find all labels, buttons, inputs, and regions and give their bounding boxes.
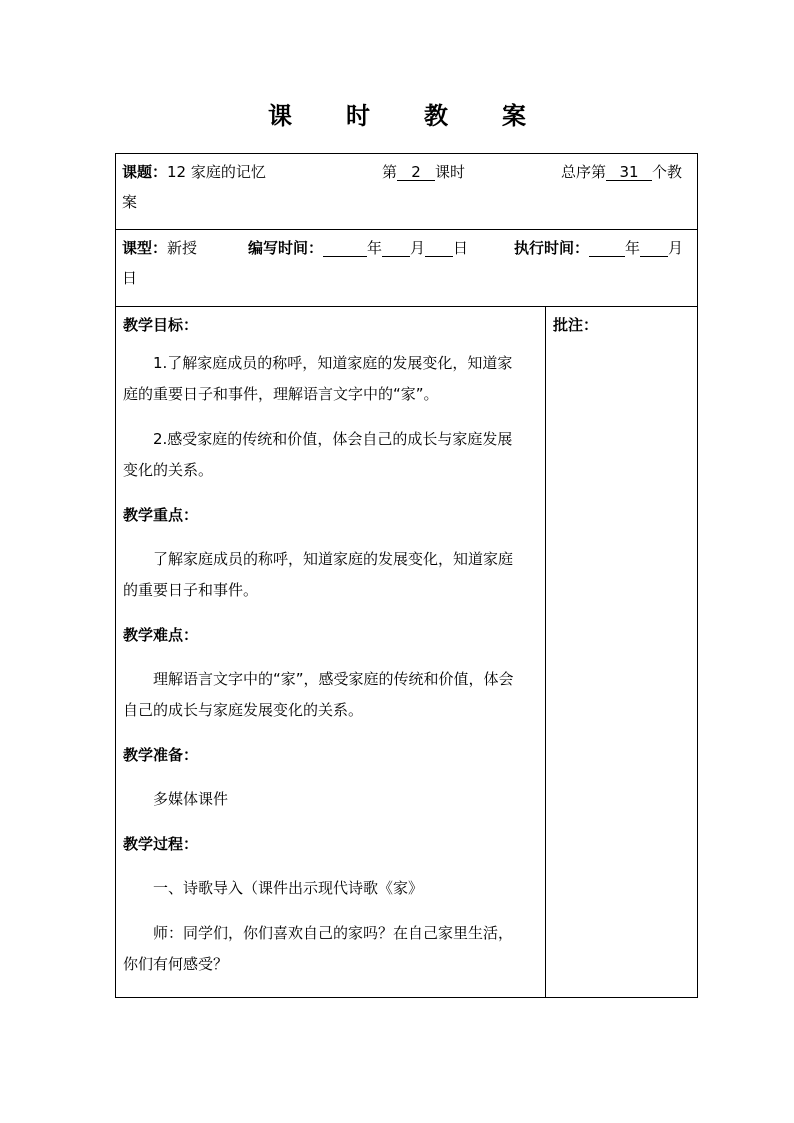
difficulty-line-1: 理解语言文字中的“家”，感受家庭的传统和价值，体会	[153, 670, 514, 688]
title-char-2: 时	[346, 102, 370, 130]
annotation-heading: 批注：	[553, 316, 599, 334]
type-value: 新授	[167, 239, 198, 257]
key-point-heading: 教学重点：	[123, 506, 199, 524]
lesson-number-value: 2	[397, 162, 435, 181]
write-month-blank[interactable]	[382, 238, 410, 257]
lesson-number	[382, 162, 465, 182]
write-day-label: 日	[453, 239, 469, 257]
exec-day-wrap: 日	[122, 269, 138, 287]
annotation-cell	[546, 307, 698, 998]
title-char-4: 案	[502, 102, 526, 130]
write-month-label: 月	[410, 239, 426, 257]
type-label: 课型：	[122, 239, 168, 257]
topic-line	[122, 162, 266, 182]
total-number	[561, 162, 682, 182]
exec-time	[514, 238, 683, 258]
exec-month-blank[interactable]	[640, 238, 668, 257]
process-line-1: 师：同学们，你们喜欢自己的家吗？在自己家里生活，	[153, 924, 514, 942]
title-char-3: 教	[424, 102, 448, 130]
type-row	[116, 230, 697, 307]
difficulty-line-2: 自己的成长与家庭发展变化的关系。	[123, 701, 364, 719]
preparation-text: 多媒体课件	[153, 790, 229, 808]
title-char-1: 课	[268, 102, 292, 130]
process-step-1: 一、诗歌导入（课件出示现代诗歌《家》	[153, 879, 424, 897]
exec-time-label: 执行时间：	[514, 239, 590, 257]
lesson-content-cell	[116, 307, 546, 998]
key-point-line-1: 了解家庭成员的称呼，知道家庭的发展变化，知道家庭	[153, 550, 514, 568]
difficulty-heading: 教学难点：	[123, 626, 199, 644]
lesson-prefix: 第	[382, 163, 398, 181]
topic-label: 课题：	[122, 163, 168, 181]
key-point-line-2: 的重要日子和事件。	[123, 581, 259, 599]
lesson-suffix: 课时	[435, 163, 466, 181]
write-time	[248, 238, 468, 258]
process-line-2: 你们有何感受？	[123, 955, 229, 973]
lesson-plan-table	[115, 153, 698, 998]
write-time-label: 编写时间：	[248, 239, 324, 257]
page-title	[0, 96, 794, 131]
exec-year-blank[interactable]	[589, 238, 625, 257]
total-suffix: 个教	[652, 163, 683, 181]
write-year-label: 年	[367, 239, 383, 257]
goal-heading: 教学目标：	[123, 316, 199, 334]
process-heading: 教学过程：	[123, 835, 199, 853]
total-prefix: 总序第	[561, 163, 607, 181]
type-line	[122, 238, 197, 258]
total-suffix-wrap: 案	[122, 193, 138, 211]
goal-2-line-1: 2.感受家庭的传统和价值，体会自己的成长与家庭发展	[153, 430, 513, 448]
topic-value: 12 家庭的记忆	[167, 163, 266, 181]
goal-1-line-1: 1.了解家庭成员的称呼，知道家庭的发展变化，知道家	[153, 354, 513, 372]
topic-row	[116, 154, 697, 230]
goal-2-line-2: 变化的关系。	[123, 461, 214, 479]
total-number-value: 31	[606, 162, 652, 181]
write-year-blank[interactable]	[323, 238, 367, 257]
write-day-blank[interactable]	[425, 238, 453, 257]
goal-1-line-2: 庭的重要日子和事件，理解语言文字中的“家”。	[123, 385, 439, 403]
preparation-heading: 教学准备：	[123, 746, 199, 764]
exec-month-label: 月	[668, 239, 684, 257]
exec-year-label: 年	[625, 239, 641, 257]
